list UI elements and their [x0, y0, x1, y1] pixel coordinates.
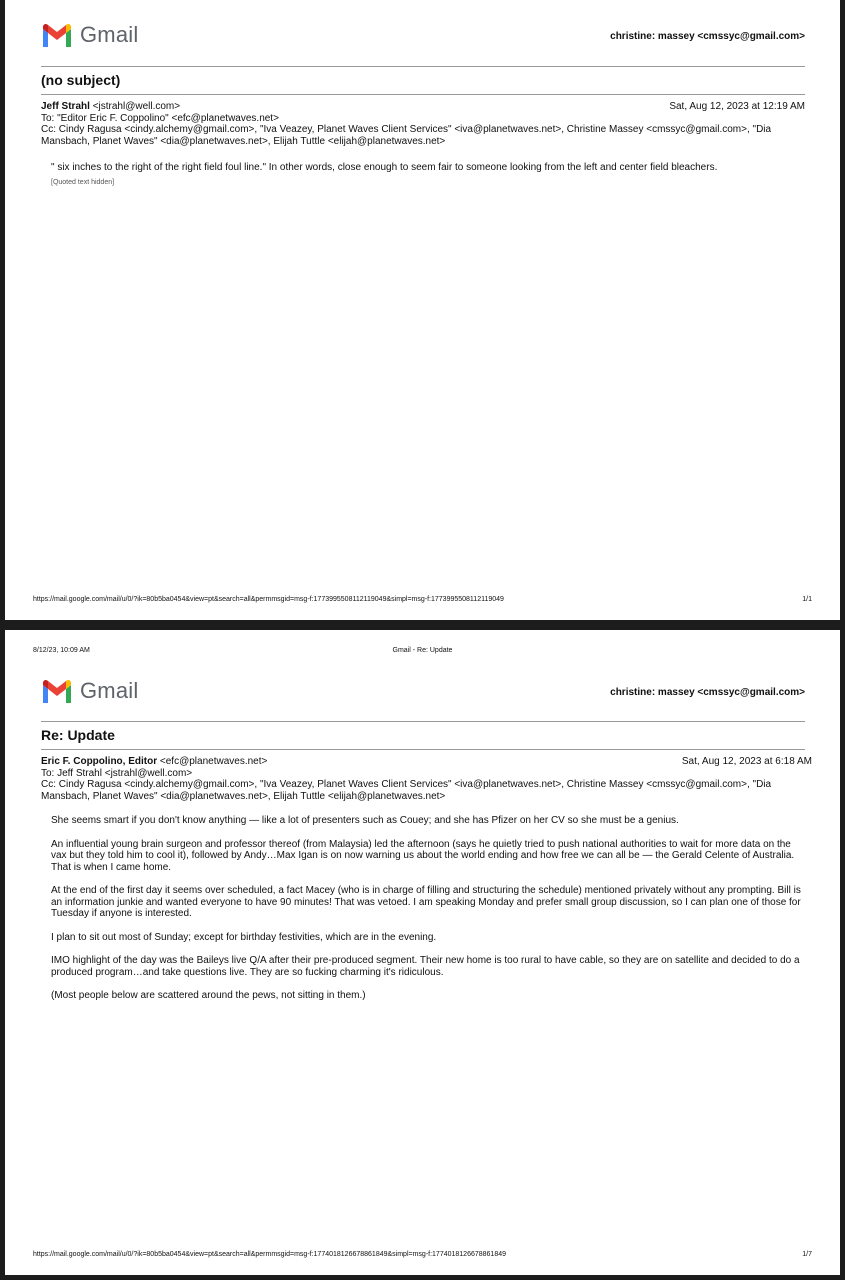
- body-paragraph: (Most people below are scattered around the pews, not sitting in them.): [51, 990, 366, 1001]
- to-line: To: Jeff Strahl <jstrahl@well.com>: [41, 767, 193, 779]
- print-datetime: 8/12/23, 10:09 AM: [33, 647, 90, 654]
- sender-name: Jeff Strahl: [41, 101, 90, 112]
- print-footer: [33, 596, 812, 603]
- divider: [41, 66, 805, 67]
- print-header: [33, 647, 812, 654]
- print-page-1: [5, 0, 840, 620]
- message-body: [51, 162, 802, 188]
- body-paragraph: IMO highlight of the day was the Baileys live Q/A after their pre-produced segment. Their new home is too rural to have cable, so they are on satellite and decided to do a produced program…and take questions live. They are so fucking charming it's ridiculous.: [51, 955, 800, 978]
- subject-heading: Re: Update: [41, 727, 115, 743]
- divider: [41, 721, 805, 722]
- gmail-m-icon: [41, 23, 73, 47]
- page-number: 1/7: [802, 1251, 812, 1258]
- gmail-m-icon: [41, 679, 73, 703]
- message-header: [41, 756, 812, 802]
- sender-name: Eric F. Coppolino, Editor: [41, 756, 158, 767]
- account-label: christine: massey <cmssyc@gmail.com>: [610, 687, 805, 698]
- cc-line: Cc: Cindy Ragusa <cindy.alchemy@gmail.com>, "Iva Veazey, Planet Waves Client Services" <iva@planetwaves.net>, Christine Massey <cmssyc@gmail.com>, "Dia Mansbach, Planet Waves" <dia@planetwaves.net>, Elijah Tuttle <elijah@planetwaves.net>: [41, 124, 772, 147]
- footer-url: https://mail.google.com/mail/u/0/?ik=80b5ba0454&view=pt&search=all&permmsgid=msg-f:1774018126678861849&simpl=msg-f:1774018126678861849: [33, 1251, 507, 1258]
- message-body: [51, 815, 802, 1014]
- account-label: christine: massey <cmssyc@gmail.com>: [610, 31, 805, 42]
- body-paragraph: At the end of the first day it seems over scheduled, a fact Macey (who is in charge of filling and structuring the schedule) mentioned privately without any prompting. Bill is an information junkie and wanted everyone to have 90 minutes! That was vetoed. I am speaking Monday and prefer small group discussion, so I can plan one of those for Tuesday if anyone is interested.: [51, 885, 801, 919]
- quoted-text-toggle[interactable]: [Quoted text hidden]: [51, 178, 115, 186]
- divider: [41, 749, 805, 750]
- sender: [41, 756, 267, 768]
- gmail-wordmark: Gmail: [80, 22, 139, 47]
- gmail-logo: [41, 678, 138, 704]
- print-page-2: [5, 630, 840, 1275]
- message-date: Sat, Aug 12, 2023 at 12:19 AM: [669, 101, 805, 112]
- print-footer: [33, 1251, 812, 1258]
- body-paragraph: She seems smart if you don't know anything — like a lot of presenters such as Couey; and she has Pfizer on her CV so she must be a genius.: [51, 815, 679, 826]
- body-paragraph: I plan to sit out most of Sunday; except for birthday festivities, which are in the evening.: [51, 931, 437, 943]
- page-number: 1/1: [802, 596, 812, 603]
- message-header: [41, 101, 805, 147]
- sender-email: <jstrahl@well.com>: [92, 101, 181, 112]
- gmail-logo: [41, 22, 138, 48]
- subject-heading: (no subject): [41, 72, 121, 88]
- cc-line: Cc: Cindy Ragusa <cindy.alchemy@gmail.com>, "Iva Veazey, Planet Waves Client Services" <iva@planetwaves.net>, Christine Massey <cmssyc@gmail.com>, "Dia Mansbach, Planet Waves" <dia@planetwaves.net>, Elijah Tuttle <elijah@planetwaves.net>: [41, 779, 772, 802]
- print-title: Gmail - Re: Update: [392, 647, 453, 654]
- divider: [41, 94, 805, 95]
- body-paragraph: An influential young brain surgeon and professor thereof (from Malaysia) led the afternoon (says he quietly tried to push national authorities to wait for more data on the vax but they told him to cool it), followed by Andy…Max Igan is on now warning us about the world ending and how free we can all be — the Gerald Celente of Australia. That is when I came home.: [51, 838, 795, 873]
- to-line: To: "Editor Eric F. Coppolino" <efc@planetwaves.net>: [41, 112, 279, 124]
- gmail-wordmark: Gmail: [80, 678, 139, 703]
- sender-email: <efc@planetwaves.net>: [159, 756, 268, 767]
- sender: [41, 101, 180, 113]
- body-paragraph: " six inches to the right of the right field foul line." In other words, close enough to seem fair to someone looking from the left and center field bleachers.: [51, 162, 718, 173]
- message-date: Sat, Aug 12, 2023 at 6:18 AM: [681, 756, 812, 767]
- footer-url: https://mail.google.com/mail/u/0/?ik=80b5ba0454&view=pt&search=all&permmsgid=msg-f:1773995508112119049&simpl=msg-f:1773995508112119049: [33, 596, 504, 603]
